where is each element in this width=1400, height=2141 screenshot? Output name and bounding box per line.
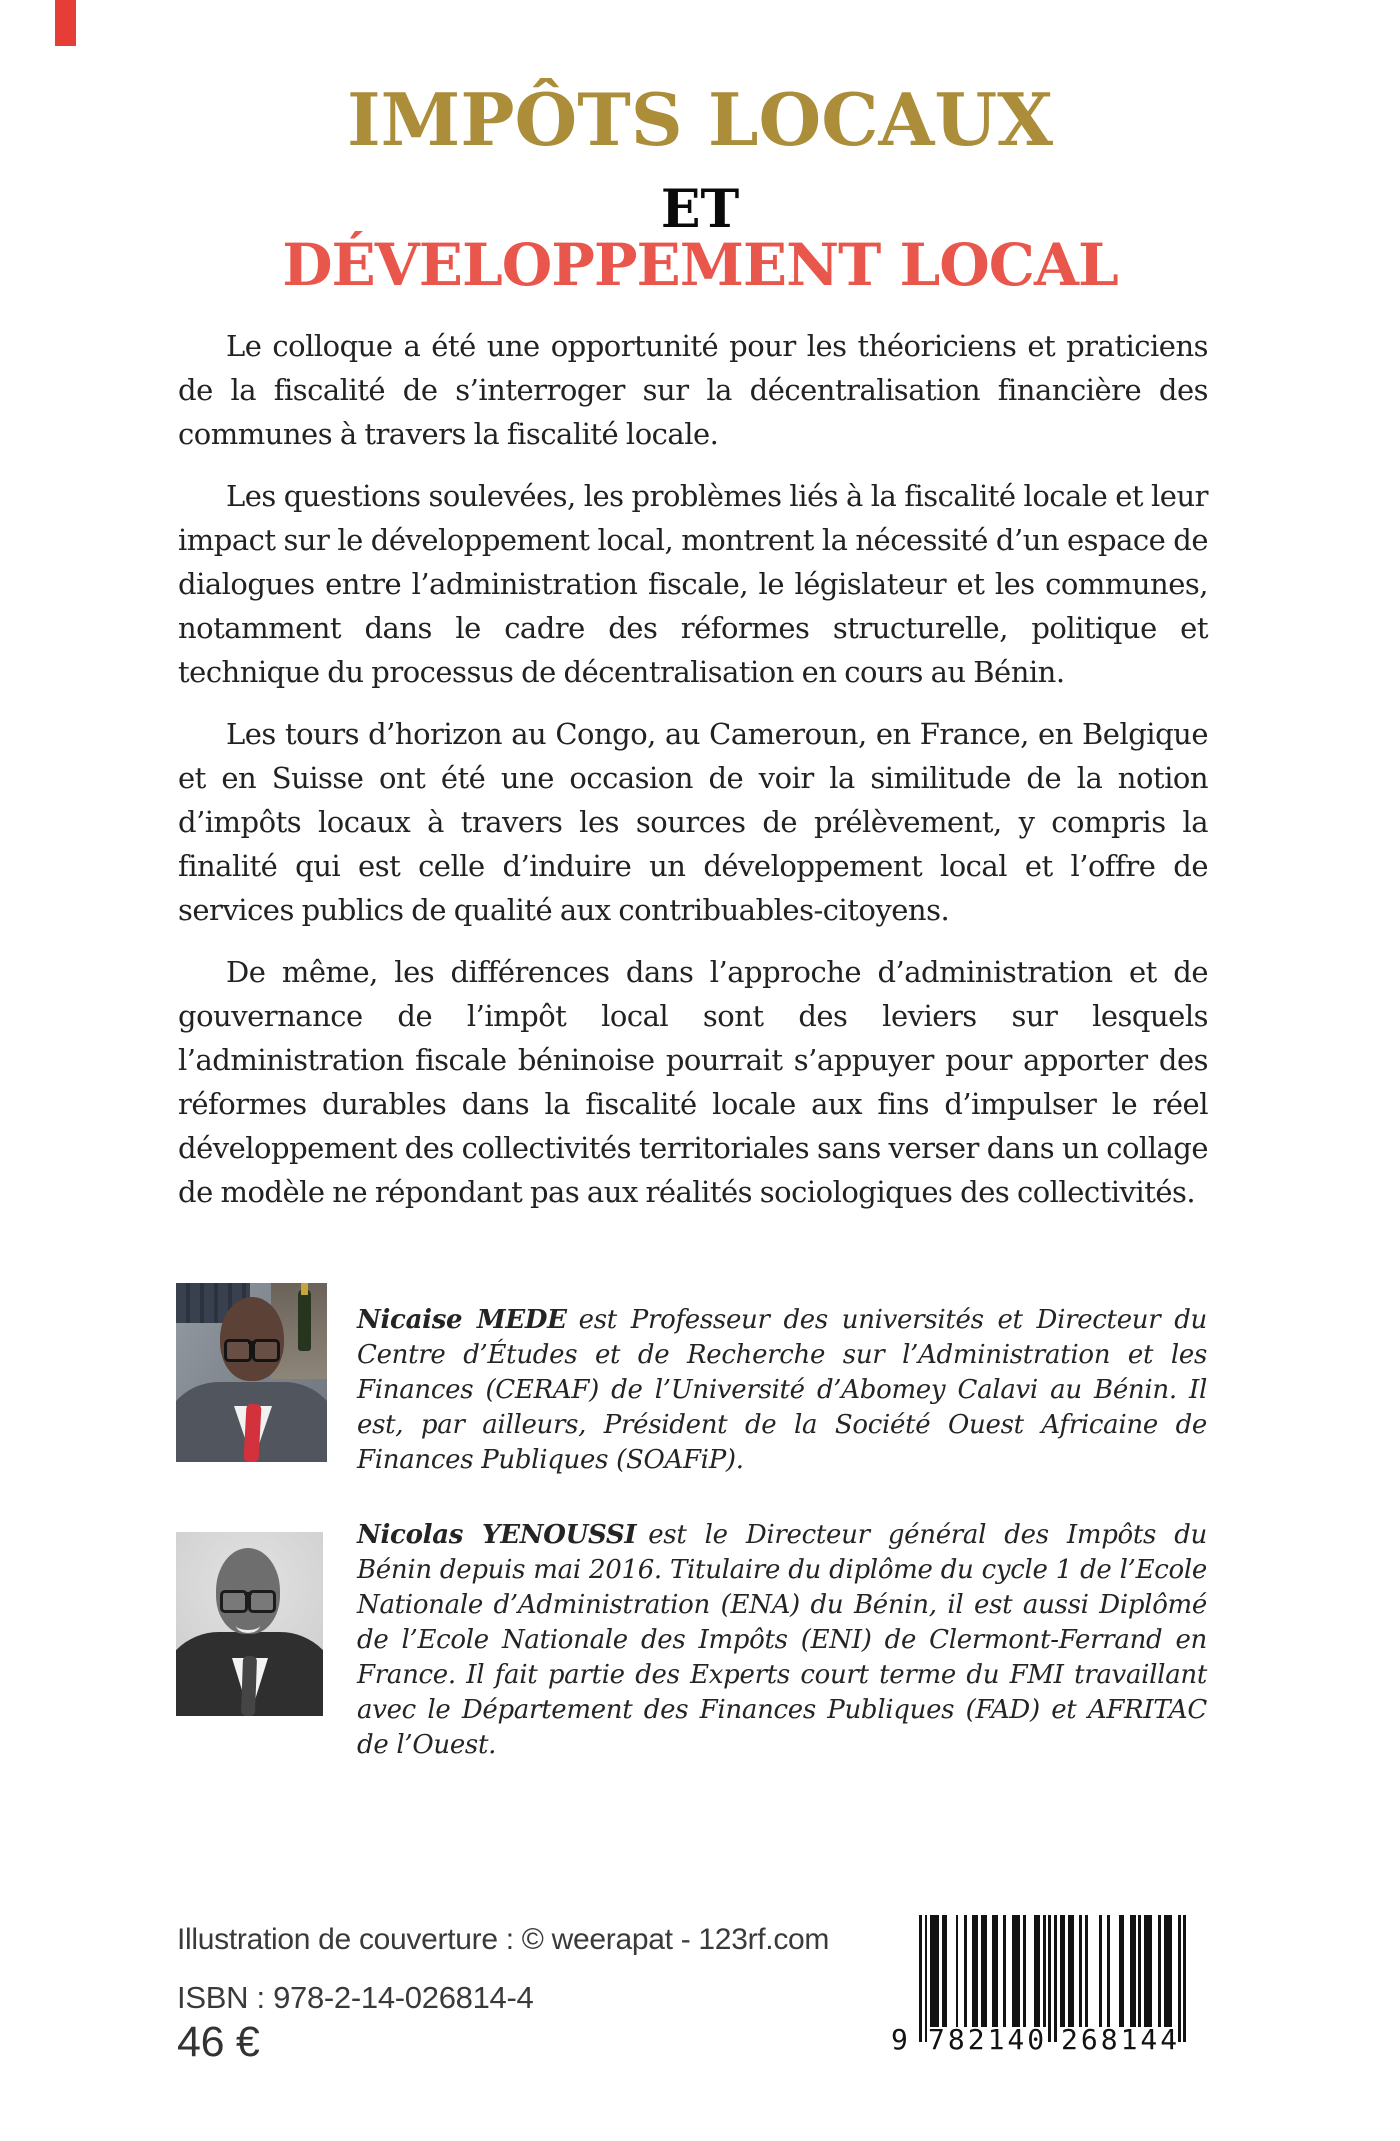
- isbn: ISBN : 978-2-14-026814-4: [177, 1980, 534, 2015]
- synopsis: [178, 324, 1208, 1232]
- author-photo-color: [176, 1283, 327, 1462]
- author-bio: [357, 1303, 1207, 1478]
- author-section-yenoussi: [0, 1518, 1400, 1760]
- author-section-mede: [0, 1283, 1400, 1483]
- portrait-tie: [243, 1404, 261, 1462]
- barcode-digit-lead: 9: [891, 2023, 908, 2056]
- author-bio-text: est le Directeur général des Impôts du Bénin depuis mai 2016. Titulaire du diplôme du cycle 1 de l’Ecole Nationale d’Administration (ENA) du Bénin, il est aussi Diplômé de l’Ecole Nationale des Impôts (ENI) de Clermont-Ferrand en France. Il fait partie des Experts court terme du FMI travaillant avec le Département des Finances Publiques (FAD) et AFRITAC de l’Ouest.: [357, 1520, 1208, 1760]
- author-photo-grayscale: [176, 1532, 323, 1716]
- title-main: IMPÔTS LOCAUX: [346, 77, 1054, 162]
- portrait-glasses: [220, 1590, 276, 1608]
- barcode-digits-left: 782140: [928, 2023, 1048, 2056]
- author-bio-text: est Professeur des universités et Directeur du Centre d’Études et de Recherche sur l’Administration et les Finances (CERAF) de l’Université d’Abomey Calavi au Bénin. Il est, par ailleurs, Président de la Société Ouest Africaine de Finances Publiques (SOAFiP).: [357, 1305, 1207, 1475]
- portrait-glasses: [224, 1339, 280, 1357]
- portrait-background-bottle: [298, 1289, 311, 1351]
- title-connector: ET: [660, 179, 740, 240]
- portrait-tie: [241, 1656, 257, 1716]
- author-name: Nicolas YENOUSSI: [357, 1520, 637, 1550]
- red-corner-mark: [55, 0, 76, 46]
- synopsis-paragraph-2: Les questions soulevées, les problèmes liés à la fiscalité locale et leur impact sur le développement local, montrent la nécessité d’un espace de dialogues entre l’administration fiscale, le législateur et les communes, notamment dans le cadre des réformes structurelle, politique et technique du processus de décentralisation en cours au Bénin.: [178, 479, 1208, 689]
- cover-illustration-credit: Illustration de couverture : © weerapat - 123rf.com: [177, 1923, 830, 1956]
- title-sub: DÉVELOPPEMENT LOCAL: [282, 231, 1118, 299]
- barcode-digits-right: 268144: [1061, 2023, 1181, 2056]
- synopsis-paragraph-1: Le colloque a été une opportunité pour les théoriciens et praticiens de la fiscalité de s’interroger sur la décentralisation financière des communes à travers la fiscalité locale.: [178, 329, 1208, 451]
- author-name: Nicaise MEDE: [357, 1305, 567, 1335]
- synopsis-paragraph-3: Les tours d’horizon au Congo, au Cameroun, en France, en Belgique et en Suisse ont été une occasion de voir la similitude de la notion d’impôts locaux à travers les sources de prélèvement, y compris la finalité qui est celle d’induire un développement local et l’offre de services publics de qualité aux contribuables-citoyens.: [178, 717, 1208, 927]
- portrait-smile: [236, 1618, 260, 1633]
- price: 46 €: [177, 2018, 260, 2066]
- author-bio: [357, 1518, 1207, 1763]
- synopsis-paragraph-4: De même, les différences dans l’approche d’administration et de gouvernance de l’impôt local sont des leviers sur lesquels l’administration fiscale béninoise pourrait s’appuyer pour apporter des réformes durables dans la fiscalité locale aux fins d’impulser le réel développement des collectivités territoriales sans verser dans un collage de modèle ne répondant pas aux réalités sociologiques des collectivités.: [178, 955, 1208, 1209]
- barcode: [891, 1915, 1187, 2056]
- footer-credits: [177, 1923, 829, 2066]
